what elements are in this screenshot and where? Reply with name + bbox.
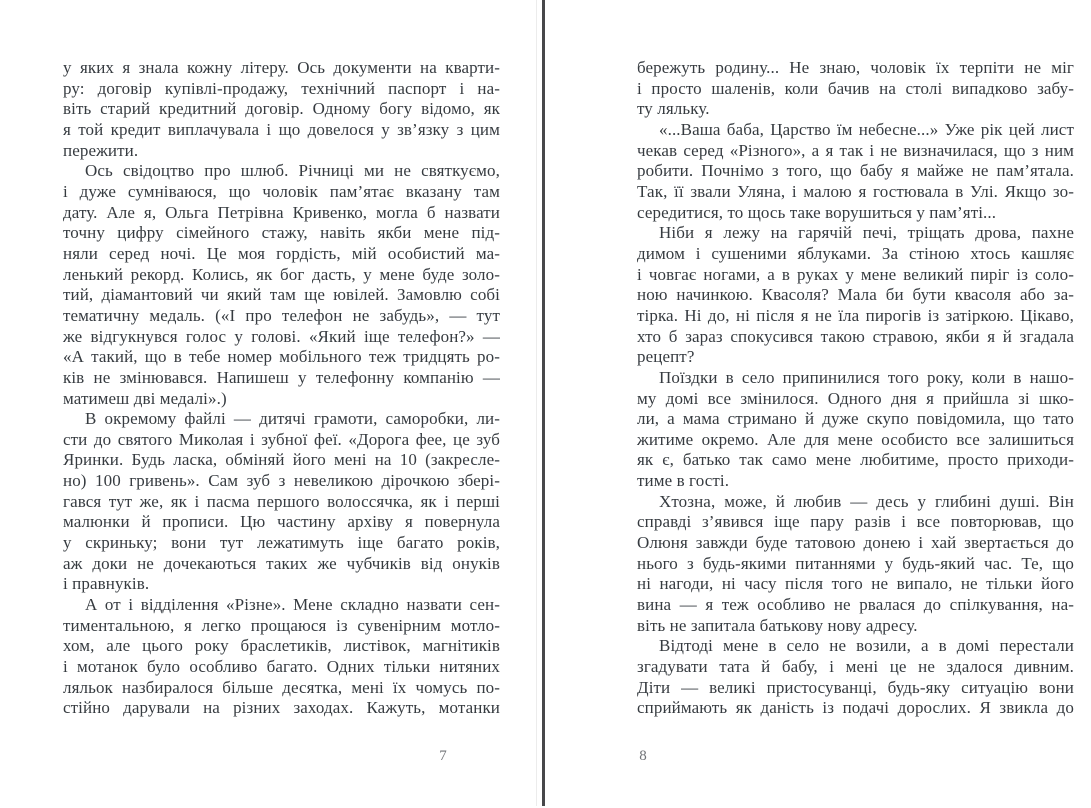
text-line: тематичну медаль. («І про телефон не забудь», — тут	[63, 305, 500, 325]
page-left	[0, 0, 543, 808]
text-line: житиме окремо. Але для мене особисто все залишиться	[637, 429, 1074, 449]
text-line: і човгає ногами, а в руках у мене великий пиріг із соло-	[637, 264, 1074, 284]
text-line: «А такий, що в тебе номер мобільного теж тридцять ро-	[63, 347, 500, 367]
text-line: середитися, то щось таке ворушиться у пам’яті...	[637, 202, 997, 222]
text-line: у скриньку; вони тут лежатимуть іще багато років,	[63, 533, 500, 553]
text-line: Олюня завжди буде татовою донею і хай звертається до	[637, 533, 1074, 553]
text-line: ту ляльку.	[637, 99, 710, 119]
text-line: аж доки не дочекаються таких же чубчиків від онуків	[63, 553, 500, 573]
page-edge-shadow	[536, 0, 537, 806]
text-line: ленький рекорд. Колись, як бог дасть, у мене буде золо-	[63, 264, 500, 284]
text-line: тий, діамантовий чи який там ще ювілей. Замовлю собі	[63, 285, 500, 305]
text-line: пережити.	[63, 140, 139, 160]
text-line: дату. Але я, Ольга Петрівна Кривенко, могла б назвати	[63, 202, 500, 222]
text-line: В окремому файлі — дитячі грамоти, саморобки, ли-	[85, 409, 500, 429]
text-line: Ось свідоцтво про шлюб. Річниці ми не святкуємо,	[85, 161, 500, 181]
text-line: но) 100 гривень». Сам зуб з невеликою дірочкою збері-	[63, 471, 500, 491]
text-line: і мотанок було особливо багато. Одних тільки нитяних	[63, 657, 500, 677]
page-number-right: 8	[639, 748, 647, 764]
text-line: А от і відділення «Різне». Мене складно назвати сен-	[85, 595, 500, 615]
text-line: згадувати тата й бабу, і мені це не здалося дивним.	[637, 657, 1074, 677]
text-line: віть не запитала батькову нову адресу.	[637, 615, 918, 635]
text-line: і дуже сумніваюся, що чоловік пам’ятає вказану там	[63, 181, 500, 201]
text-line: стійно дарували на різних заходах. Кажуть, мотанки	[63, 698, 500, 718]
text-line: вина — я теж особливо не рвалася до спілкування, на-	[637, 595, 1074, 615]
text-line: Яринки. Будь ласка, обміняй його мені на 10 (закресле-	[63, 450, 500, 470]
text-line: димом і сушеними яблуками. За стіною хтось кашляє	[637, 243, 1074, 263]
text-line: нього з будь-якими питаннями у будь-який час. Те, що	[637, 553, 1074, 573]
text-line: і правнуків.	[63, 574, 150, 594]
text-line: робити. Почнімо з того, що бабу я майже не пам’ятала.	[637, 161, 1074, 181]
text-line: сти до святого Миколая і зубної феї. «Дорога фее, це зуб	[63, 429, 500, 449]
text-line: Хтозна, може, й любив — десь у глибині душі. Він	[659, 491, 1074, 511]
text-line: точну цифру сімейного стажу, навіть якби мене під-	[63, 223, 500, 243]
text-line: «...Ваша баба, Царство їм небесне...» Уже рік цей лист	[659, 119, 1074, 139]
text-line: тиме в гості.	[637, 471, 730, 491]
text-line: малюнки й прописи. Цю частину архіву я повернула	[63, 512, 500, 532]
text-line: Поїздки в село припинилися того року, коли в нашо-	[659, 367, 1074, 387]
text-line: же відгукнувся голос у голові. «Який іще телефон?» —	[63, 326, 500, 346]
text-line: хом, але цього року браслетиків, листівок, магнітиків	[63, 636, 500, 656]
page-left-text	[63, 58, 500, 719]
text-line: Так, її звали Уляна, і малою я гостювала в Улі. Якщо зо-	[637, 181, 1074, 201]
text-line: я той кредит виплачувала і що довелося у зв’язку з цим	[63, 119, 500, 139]
text-line: няли серед ночі. Це моя гордість, мій особистий ма-	[63, 243, 500, 263]
text-line: ру: договір купівлі-продажу, технічний паспорт і на-	[63, 78, 500, 98]
text-line: як є, батько так само мене любитиме, просто приходи-	[637, 450, 1074, 470]
text-line: у яких я знала кожну літеру. Ось документи на кварти-	[63, 58, 500, 77]
text-line: тірка. Ні до, ні після я не їла пирогів із затіркою. Цікаво,	[637, 305, 1074, 325]
text-line: ні нагоди, ні часу після того не випало, не тільки його	[637, 574, 1074, 594]
text-line: Ніби я лежу на гарячій печі, тріщать дрова, пахне	[659, 223, 1074, 243]
text-line: гався тут же, як і пасма першого волоссячка, як і перші	[63, 491, 500, 511]
book-spine-divider	[542, 0, 545, 806]
text-line: ною начинкою. Квасоля? Мала би бути квасоля або за-	[637, 285, 1074, 305]
text-line: віть старий кредитний договір. Одному богу відомо, як	[63, 99, 500, 119]
text-line: хто б зараз спокусився такою стравою, якби я й згадала	[637, 326, 1074, 346]
text-line: бережуть родину... Не знаю, чоловік їх терпіти не міг	[637, 58, 1074, 77]
text-line: чекав серед «Різного», а я так і не визначилася, що з ним	[637, 140, 1074, 160]
text-line: ли, а мама стримано й дуже скупо повідомила, що тато	[637, 409, 1074, 429]
text-line: ків не змінювався. Напишеш у телефонну компанію —	[63, 367, 500, 387]
text-line: ляльок назбиралося більше десятка, мені їх чомусь по-	[63, 677, 500, 697]
text-line: Діти — великі пристосуванці, будь-яку ситуацію вони	[637, 677, 1074, 697]
text-line: рецепт?	[637, 347, 695, 367]
text-line: Відтоді мене в село не возили, а в домі перестали	[659, 636, 1074, 656]
text-line: справді з’явився іще пару разів і все повторював, що	[637, 512, 1074, 532]
text-line: му домі все змінилося. Одного дня я прийшла зі шко-	[637, 388, 1074, 408]
text-line: і просто шаленів, коли бачив на столі випадково забу-	[637, 78, 1074, 98]
page-right-text	[637, 58, 1074, 719]
page-number-left: 7	[439, 748, 447, 764]
text-line: тиментальною, я легко прощаюся із сувенірним мотло-	[63, 615, 500, 635]
text-line: матимеш дві медалі».)	[63, 388, 227, 408]
page-right	[546, 0, 1089, 808]
text-line: сприймають як даність із подачі дорослих. Я звикла до	[637, 698, 1074, 718]
